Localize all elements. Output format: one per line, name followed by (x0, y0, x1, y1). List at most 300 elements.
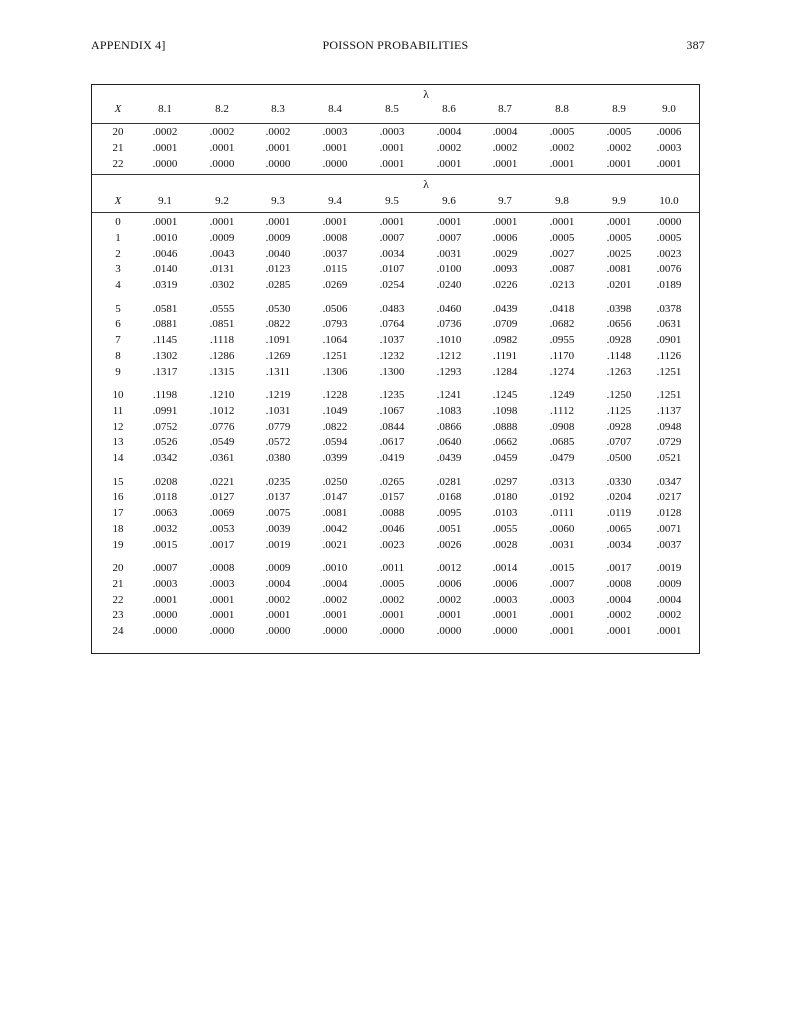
probability-cell: .1235 (379, 389, 405, 401)
probability-cell: .0040 (265, 247, 291, 260)
probability-cell: .0006 (492, 231, 518, 244)
probability-cell: .0881 (152, 318, 178, 331)
x-value: 19 (112, 538, 124, 551)
probability-cell: .0081 (606, 263, 632, 276)
probability-cell: .0046 (379, 522, 405, 535)
probability-cell: .1263 (606, 365, 632, 378)
probability-cell: .0093 (492, 263, 518, 276)
probability-cell: .0347 (656, 475, 682, 488)
probability-cell: .0000 (322, 625, 348, 638)
probability-cell: .0087 (549, 263, 575, 276)
probability-cell: .0004 (656, 593, 682, 606)
probability-cell: .0002 (656, 609, 682, 622)
probability-cell: .1083 (436, 404, 462, 417)
probability-cell: .1315 (209, 365, 235, 378)
probability-cell: .1145 (152, 334, 178, 347)
block-separator-rule (92, 174, 699, 175)
x-value: 22 (112, 157, 124, 170)
lambda-symbol: λ (423, 87, 429, 101)
probability-cell: .0776 (209, 420, 235, 433)
probability-cell: .0000 (656, 216, 682, 228)
probability-cell: .0000 (152, 625, 178, 638)
x-value: 1 (115, 231, 121, 244)
probability-cell: .0001 (549, 625, 575, 638)
probability-cell: .0131 (209, 263, 235, 276)
probability-cell: .0001 (436, 216, 462, 228)
probability-cell: .1170 (549, 349, 575, 362)
lambda-column-header: 9.4 (328, 195, 342, 207)
probability-cell: .1286 (209, 349, 235, 362)
probability-cell: .1198 (152, 389, 178, 401)
probability-cell: .0955 (549, 334, 575, 347)
probability-cell: .1269 (265, 349, 291, 362)
probability-cell: .0001 (209, 216, 235, 228)
lambda-column-header: 9.5 (385, 195, 399, 207)
probability-cell: .0027 (549, 247, 575, 260)
probability-cell: .0460 (436, 302, 462, 315)
probability-cell: .0682 (549, 318, 575, 331)
probability-cell: .0254 (379, 279, 405, 292)
probability-cell: .0010 (152, 231, 178, 244)
probability-cell: .0003 (379, 126, 405, 138)
probability-cell: .0000 (265, 625, 291, 638)
probability-cell: .0001 (265, 216, 291, 228)
probability-cell: .0157 (379, 491, 405, 504)
probability-cell: .0330 (606, 475, 632, 488)
probability-cell: .0707 (606, 436, 632, 449)
lambda-column-header: 8.6 (442, 103, 456, 115)
probability-cell: .0001 (379, 141, 405, 154)
x-value: 21 (112, 577, 124, 590)
probability-cell: .0736 (436, 318, 462, 331)
lambda-column-header: 8.7 (498, 103, 512, 115)
lambda-column-header: 8.5 (385, 103, 399, 115)
probability-cell: .0006 (492, 577, 518, 590)
probability-cell: .0007 (379, 231, 405, 244)
probability-cell: .1118 (210, 334, 234, 347)
probability-cell: .0928 (606, 420, 632, 433)
x-value: 15 (112, 475, 124, 488)
probability-cell: .0192 (549, 491, 575, 504)
probability-cell: .0002 (492, 141, 518, 154)
x-value: 20 (112, 562, 124, 574)
probability-cell: .1031 (265, 404, 291, 417)
probability-cell: .0001 (436, 609, 462, 622)
probability-cell: .0617 (379, 436, 405, 449)
probability-cell: .0764 (379, 318, 405, 331)
probability-cell: .0008 (322, 231, 348, 244)
probability-cell: .1311 (265, 365, 291, 378)
probability-cell: .0003 (209, 577, 235, 590)
probability-cell: .1241 (436, 389, 462, 401)
probability-cell: .0555 (209, 302, 235, 315)
probability-cell: .0281 (436, 475, 462, 488)
x-value: 16 (112, 491, 124, 504)
probability-cell: .1126 (656, 349, 682, 362)
probability-cell: .0459 (492, 452, 518, 465)
probability-cell: .0071 (656, 522, 682, 535)
probability-cell: .0001 (265, 141, 291, 154)
probability-cell: .0000 (152, 157, 178, 170)
probability-cell: .1228 (322, 389, 348, 401)
probability-cell: .0342 (152, 452, 178, 465)
probability-cell: .1245 (492, 389, 518, 401)
probability-cell: .0039 (265, 522, 291, 535)
probability-cell: .1251 (322, 349, 348, 362)
probability-cell: .0204 (606, 491, 632, 504)
probability-cell: .0000 (322, 157, 348, 170)
probability-cell: .0002 (265, 126, 291, 138)
probability-cell: .0380 (265, 452, 291, 465)
probability-cell: .0221 (209, 475, 235, 488)
probability-cell: .1148 (606, 349, 632, 362)
probability-cell: .0168 (436, 491, 462, 504)
probability-cell: .0006 (656, 126, 682, 138)
probability-cell: .0526 (152, 436, 178, 449)
probability-cell: .0029 (492, 247, 518, 260)
probability-cell: .0140 (152, 263, 178, 276)
probability-cell: .0982 (492, 334, 518, 347)
probability-cell: .0005 (606, 231, 632, 244)
probability-cell: .0025 (606, 247, 632, 260)
probability-cell: .0017 (606, 562, 632, 574)
probability-cell: .0001 (209, 593, 235, 606)
x-value: 17 (112, 507, 124, 520)
probability-cell: .0213 (549, 279, 575, 292)
probability-cell: .1302 (152, 349, 178, 362)
probability-cell: .0007 (549, 577, 575, 590)
probability-cell: .0398 (606, 302, 632, 315)
probability-cell: .0005 (656, 231, 682, 244)
probability-cell: .0118 (152, 491, 178, 504)
probability-cell: .0844 (379, 420, 405, 433)
probability-cell: .0011 (379, 562, 405, 574)
x-value: 0 (115, 216, 121, 228)
probability-cell: .0001 (379, 157, 405, 170)
probability-cell: .1251 (656, 365, 682, 378)
probability-cell: .0685 (549, 436, 575, 449)
probability-cell: .0005 (606, 126, 632, 138)
probability-cell: .1191 (492, 349, 518, 362)
probability-cell: .0088 (379, 507, 405, 520)
probability-cell: .0361 (209, 452, 235, 465)
probability-cell: .0002 (436, 141, 462, 154)
x-value: 18 (112, 522, 124, 535)
probability-cell: .0378 (656, 302, 682, 315)
probability-cell: .0003 (152, 577, 178, 590)
probability-cell: .0001 (549, 216, 575, 228)
probability-cell: .0240 (436, 279, 462, 292)
lambda-column-header: 9.3 (271, 195, 285, 207)
probability-cell: .0031 (549, 538, 575, 551)
probability-cell: .0250 (322, 475, 348, 488)
probability-cell: .0001 (379, 609, 405, 622)
probability-cell: .1037 (379, 334, 405, 347)
probability-cell: .0000 (436, 625, 462, 638)
probability-cell: .0189 (656, 279, 682, 292)
header-rule (92, 123, 699, 124)
x-value: 3 (115, 263, 121, 276)
probability-cell: .0128 (656, 507, 682, 520)
probability-cell: .0285 (265, 279, 291, 292)
probability-cell: .0888 (492, 420, 518, 433)
probability-cell: .0752 (152, 420, 178, 433)
probability-cell: .0302 (209, 279, 235, 292)
probability-cell: .0709 (492, 318, 518, 331)
probability-cell: .1251 (656, 389, 682, 401)
probability-cell: .0001 (322, 141, 348, 154)
probability-cell: .0001 (209, 609, 235, 622)
x-value: 2 (115, 247, 121, 260)
probability-cell: .0313 (549, 475, 575, 488)
lambda-column-header: 10.0 (659, 195, 679, 207)
probability-cell: .0147 (322, 491, 348, 504)
probability-cell: .1212 (436, 349, 462, 362)
probability-cell: .0662 (492, 436, 518, 449)
probability-cell: .1112 (550, 404, 574, 417)
probability-cell: .0042 (322, 522, 348, 535)
probability-cell: .1232 (379, 349, 405, 362)
probability-cell: .0000 (265, 157, 291, 170)
probability-cell: .1098 (492, 404, 518, 417)
probability-cell: .0119 (606, 507, 632, 520)
x-value: 8 (115, 349, 121, 362)
lambda-column-header: 9.7 (498, 195, 512, 207)
probability-cell: .1064 (322, 334, 348, 347)
probability-cell: .0001 (436, 157, 462, 170)
probability-cell: .0019 (656, 562, 682, 574)
probability-cell: .0822 (322, 420, 348, 433)
probability-cell: .0031 (436, 247, 462, 260)
probability-cell: .0003 (656, 141, 682, 154)
probability-cell: .0123 (265, 263, 291, 276)
probability-cell: .0004 (492, 126, 518, 138)
probability-cell: .0053 (209, 522, 235, 535)
probability-cell: .0037 (656, 538, 682, 551)
lambda-column-header: 8.4 (328, 103, 342, 115)
probability-cell: .0439 (436, 452, 462, 465)
probability-cell: .0007 (152, 562, 178, 574)
probability-cell: .0002 (265, 593, 291, 606)
probability-cell: .0500 (606, 452, 632, 465)
probability-cell: .0729 (656, 436, 682, 449)
lambda-column-header: 9.0 (662, 103, 676, 115)
lambda-column-header: 8.8 (555, 103, 569, 115)
probability-cell: .0479 (549, 452, 575, 465)
x-value: 6 (115, 318, 121, 331)
x-value: 12 (112, 420, 124, 433)
probability-cell: .0005 (379, 577, 405, 590)
probability-cell: .0006 (436, 577, 462, 590)
page-number: 387 (686, 38, 705, 52)
probability-cell: .0948 (656, 420, 682, 433)
x-value: 20 (112, 126, 124, 138)
probability-cell: .0001 (152, 216, 178, 228)
probability-cell: .0103 (492, 507, 518, 520)
probability-cell: .0043 (209, 247, 235, 260)
probability-cell: .0001 (152, 141, 178, 154)
probability-cell: .0037 (322, 247, 348, 260)
probability-cell: .0005 (549, 231, 575, 244)
probability-cell: .0002 (606, 609, 632, 622)
probability-cell: .0521 (656, 452, 682, 465)
probability-cell: .0001 (152, 593, 178, 606)
probability-cell: .0002 (209, 126, 235, 138)
probability-cell: .0017 (209, 538, 235, 551)
probability-cell: .0004 (265, 577, 291, 590)
lambda-column-header: 9.8 (555, 195, 569, 207)
probability-cell: .0991 (152, 404, 178, 417)
x-column-header: X (114, 195, 122, 207)
probability-cell: .0137 (265, 491, 291, 504)
x-value: 24 (112, 625, 124, 638)
probability-cell: .0004 (606, 593, 632, 606)
probability-cell: .1306 (322, 365, 348, 378)
probability-cell: .1137 (656, 404, 682, 417)
x-value: 10 (112, 389, 124, 401)
probability-cell: .0001 (492, 157, 518, 170)
probability-cell: .0009 (265, 562, 291, 574)
probability-cell: .1012 (209, 404, 235, 417)
probability-cell: .1284 (492, 365, 518, 378)
probability-cell: .0000 (209, 157, 235, 170)
probability-cell: .0060 (549, 522, 575, 535)
probability-cell: .0001 (549, 609, 575, 622)
lambda-column-header: 9.1 (158, 195, 172, 207)
probability-cell: .0001 (606, 625, 632, 638)
probability-cell: .0000 (492, 625, 518, 638)
probability-cell: .0032 (152, 522, 178, 535)
lambda-column-header: 8.2 (215, 103, 229, 115)
probability-cell: .1249 (549, 389, 575, 401)
probability-cell: .0095 (436, 507, 462, 520)
probability-cell: .0851 (209, 318, 235, 331)
probability-cell: .0001 (209, 141, 235, 154)
probability-cell: .0023 (656, 247, 682, 260)
probability-cell: .0034 (606, 538, 632, 551)
probability-cell: .0297 (492, 475, 518, 488)
probability-cell: .0002 (152, 126, 178, 138)
probability-cell: .0007 (436, 231, 462, 244)
probability-cell: .0075 (265, 507, 291, 520)
x-value: 23 (112, 609, 124, 622)
probability-cell: .0002 (436, 593, 462, 606)
probability-cell: .0265 (379, 475, 405, 488)
probability-cell: .0000 (152, 609, 178, 622)
probability-cell: .0002 (606, 141, 632, 154)
probability-cell: .0003 (549, 593, 575, 606)
probability-cell: .0631 (656, 318, 682, 331)
x-column-header: X (114, 103, 122, 115)
probability-cell: .0010 (322, 562, 348, 574)
probability-cell: .1049 (322, 404, 348, 417)
probability-cell: .0001 (322, 216, 348, 228)
header-rule (92, 212, 699, 213)
probability-cell: .0051 (436, 522, 462, 535)
probability-cell: .0046 (152, 247, 178, 260)
running-header-appendix: APPENDIX 4] (91, 38, 166, 52)
probability-cell: .0779 (265, 420, 291, 433)
lambda-column-header: 8.1 (158, 103, 172, 115)
lambda-column-header: 9.6 (442, 195, 456, 207)
probability-cell: .0001 (322, 609, 348, 622)
x-value: 7 (115, 334, 121, 347)
probability-cell: .0208 (152, 475, 178, 488)
probability-cell: .0001 (379, 216, 405, 228)
probability-cell: .0115 (322, 263, 348, 276)
probability-cell: .0015 (152, 538, 178, 551)
probability-cell: .0063 (152, 507, 178, 520)
probability-cell: .0055 (492, 522, 518, 535)
probability-cell: .0001 (492, 216, 518, 228)
probability-cell: .0000 (379, 625, 405, 638)
probability-cell: .0012 (436, 562, 462, 574)
probability-cell: .1250 (606, 389, 632, 401)
probability-cell: .0000 (209, 625, 235, 638)
probability-cell: .0002 (549, 141, 575, 154)
probability-cell: .0549 (209, 436, 235, 449)
probability-cell: .0023 (379, 538, 405, 551)
probability-cell: .0572 (265, 436, 291, 449)
probability-cell: .0908 (549, 420, 575, 433)
probability-cell: .0019 (265, 538, 291, 551)
probability-cell: .0028 (492, 538, 518, 551)
probability-cell: .1317 (152, 365, 178, 378)
probability-cell: .1067 (379, 404, 405, 417)
probability-cell: .0014 (492, 562, 518, 574)
lambda-symbol: λ (423, 177, 429, 191)
probability-cell: .0004 (322, 577, 348, 590)
probability-cell: .0001 (656, 157, 682, 170)
probability-cell: .0001 (606, 216, 632, 228)
probability-cell: .0111 (550, 507, 574, 520)
probability-cell: .1300 (379, 365, 405, 378)
probability-cell: .0928 (606, 334, 632, 347)
probability-cell: .0069 (209, 507, 235, 520)
probability-cell: .1210 (209, 389, 235, 401)
probability-cell: .1274 (549, 365, 575, 378)
probability-cell: .0065 (606, 522, 632, 535)
probability-cell: .0640 (436, 436, 462, 449)
probability-cell: .0034 (379, 247, 405, 260)
probability-cell: .0822 (265, 318, 291, 331)
probability-cell: .0076 (656, 263, 682, 276)
x-value: 21 (112, 141, 124, 154)
probability-cell: .0217 (656, 491, 682, 504)
probability-cell: .0001 (606, 157, 632, 170)
probability-cell: .0004 (436, 126, 462, 138)
probability-cell: .0418 (549, 302, 575, 315)
probability-cell: .0226 (492, 279, 518, 292)
probability-cell: .0581 (152, 302, 178, 315)
x-value: 5 (115, 302, 121, 315)
poisson-table (91, 84, 700, 654)
x-value: 22 (112, 593, 124, 606)
probability-cell: .0439 (492, 302, 518, 315)
probability-cell: .0180 (492, 491, 518, 504)
probability-cell: .1293 (436, 365, 462, 378)
x-value: 14 (112, 452, 124, 465)
x-value: 4 (115, 279, 121, 292)
probability-cell: .0009 (656, 577, 682, 590)
probability-cell: .0483 (379, 302, 405, 315)
probability-cell: .0594 (322, 436, 348, 449)
probability-cell: .0901 (656, 334, 682, 347)
probability-cell: .0008 (606, 577, 632, 590)
probability-cell: .0530 (265, 302, 291, 315)
probability-cell: .1091 (265, 334, 291, 347)
probability-cell: .0001 (492, 609, 518, 622)
